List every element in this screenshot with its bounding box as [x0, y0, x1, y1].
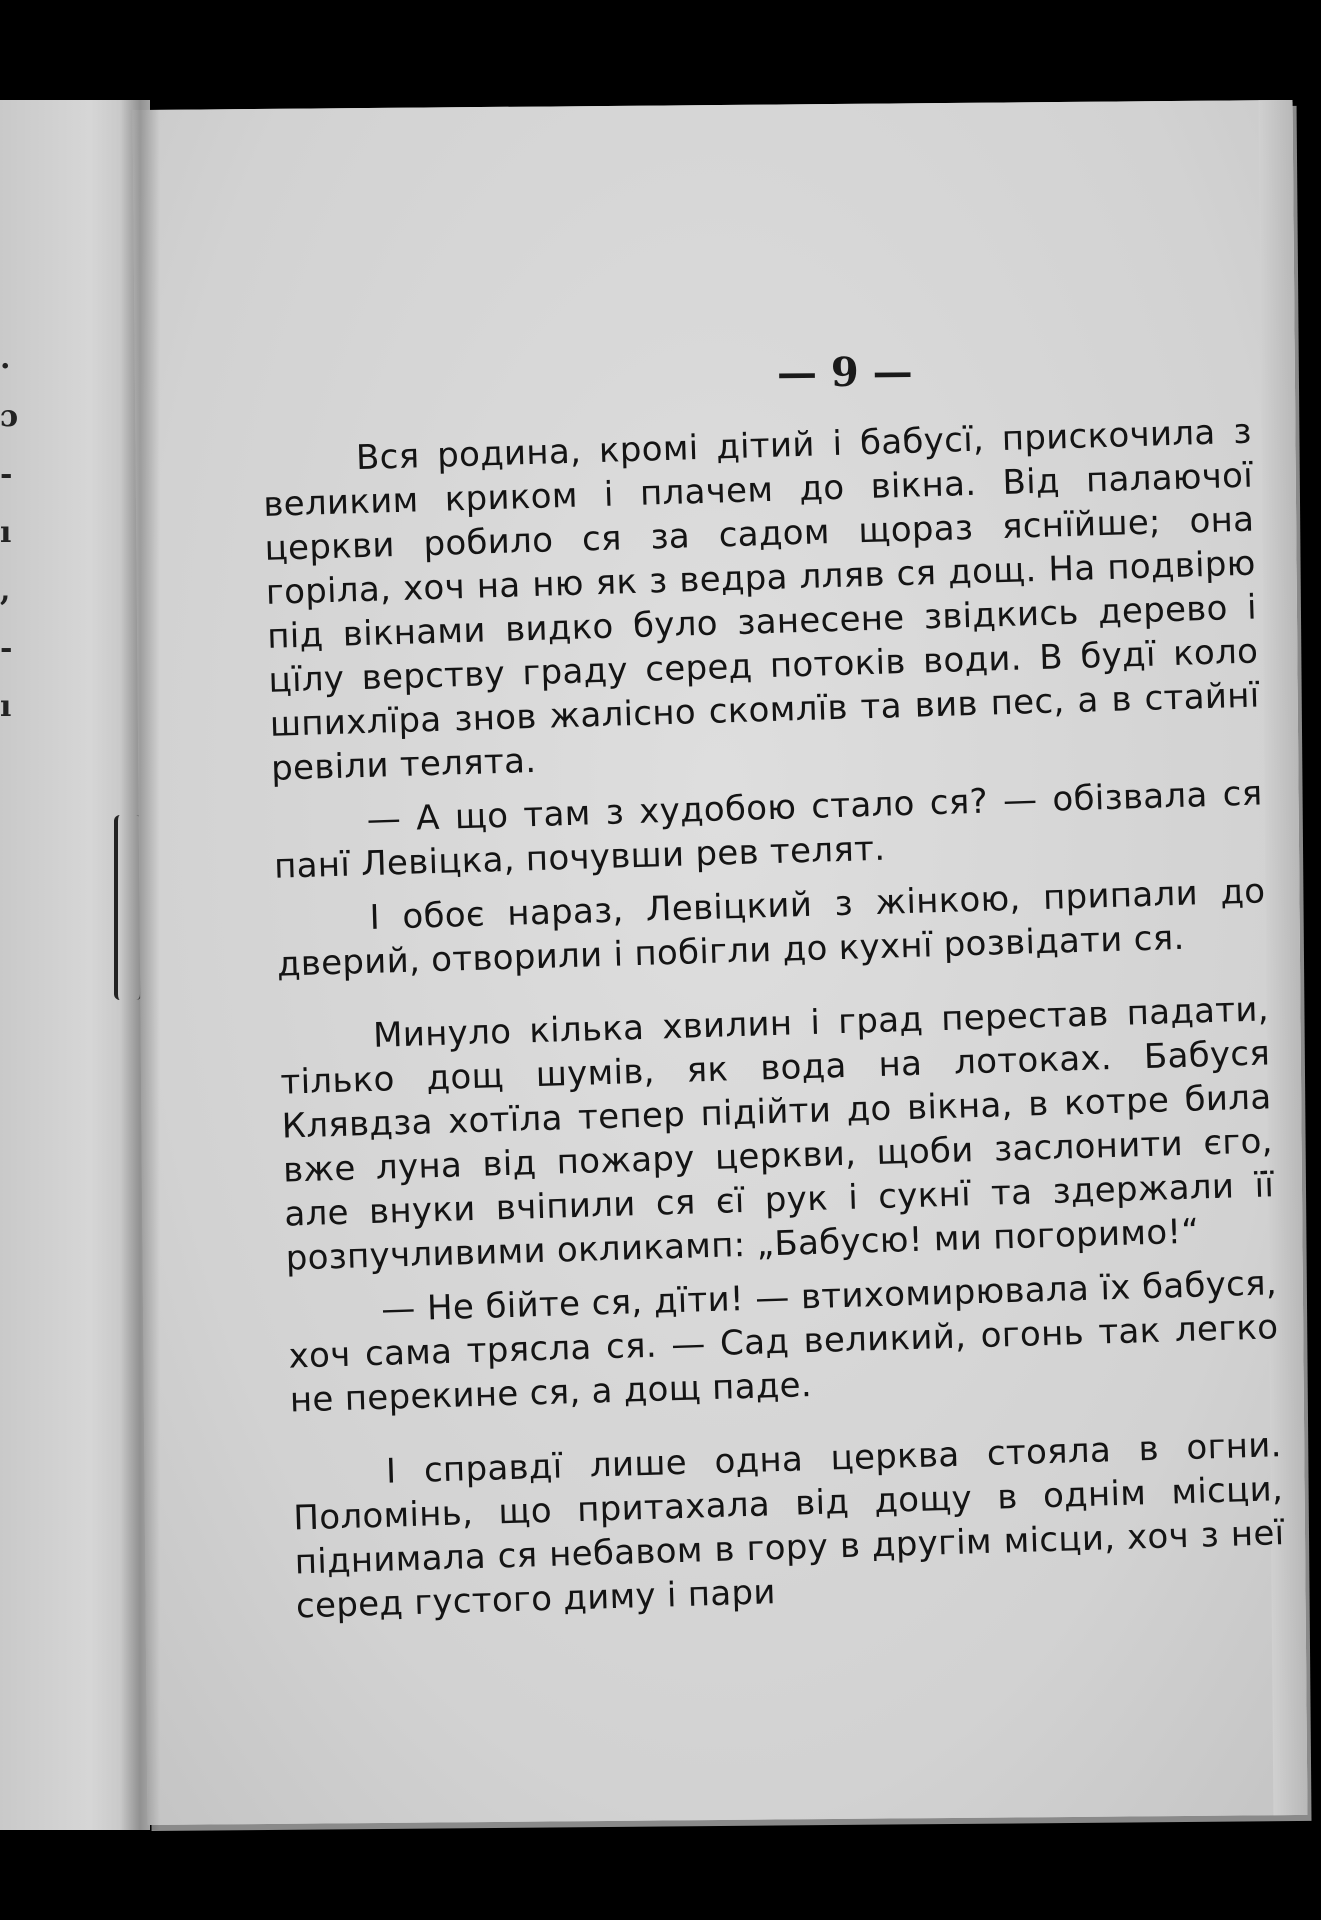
spine-shadow — [120, 100, 160, 1830]
margin-mark: . — [0, 341, 11, 376]
paragraph: Минуло кілька хвилин і град перестав падати, тілько дощ шумів, як вода на лотоках. Бабуся Клявдза хотїла тепер підійти до вікна, в котре била вже луна від пожару церкви, щоби заслонити єго, але внуки вчіпили ся єї рук і сукнї та здержали її розпучливими окликамп: „Бабусю! ми погоримо!“ — [279, 989, 1275, 1279]
margin-mark: , — [0, 573, 11, 608]
paragraph: Вся родина, кромі дітий і бабусї, прискочила з великим криком і плачем до вікна. Від палаючої церкви робило ся за садом щораз яснїйше; она горіла, хоч на ню як з ведра лляв ся дощ. На подвірю під вікнами видко було занесене звідкись дерево і цїлу верству граду серед потоків води. В будї коло шпихлїра знов жалісно скомлїв та вив пес, а в стайнї ревіли телята. — [262, 411, 1261, 789]
paragraph: — А що там з худобою стало ся? — обізвала ся панї Левіцка, почувши рев телят. — [273, 773, 1263, 887]
margin-mark: - — [0, 631, 13, 666]
margin-mark: ı — [0, 515, 12, 550]
left-page-margin-marks — [0, 330, 18, 736]
book-page — [133, 100, 1308, 1825]
paragraph: І справдї лише одна церква стояла в огни. Поломінь, що притахала від дощу в однім місци, піднимала ся небавом в гору в другім місци, хоч з неї серед густого диму і пари — [292, 1425, 1285, 1627]
paragraph: І обоє нараз, Левіцкий з жінкою, припали до дверий, отворили і побігли до кухнї розвідати ся. — [276, 871, 1266, 985]
margin-mark: ɔ — [0, 399, 19, 434]
margin-mark: - — [0, 457, 13, 492]
body-text — [261, 410, 1286, 1639]
margin-mark: ı — [0, 689, 12, 724]
paragraph: — Не бійте ся, дїти! — втихомирювала їх бабуся, хоч сама трясла ся. — Сад великий, огонь так легко не перекине ся, а дощ паде. — [288, 1263, 1279, 1421]
page-number: — 9 — — [776, 348, 913, 397]
